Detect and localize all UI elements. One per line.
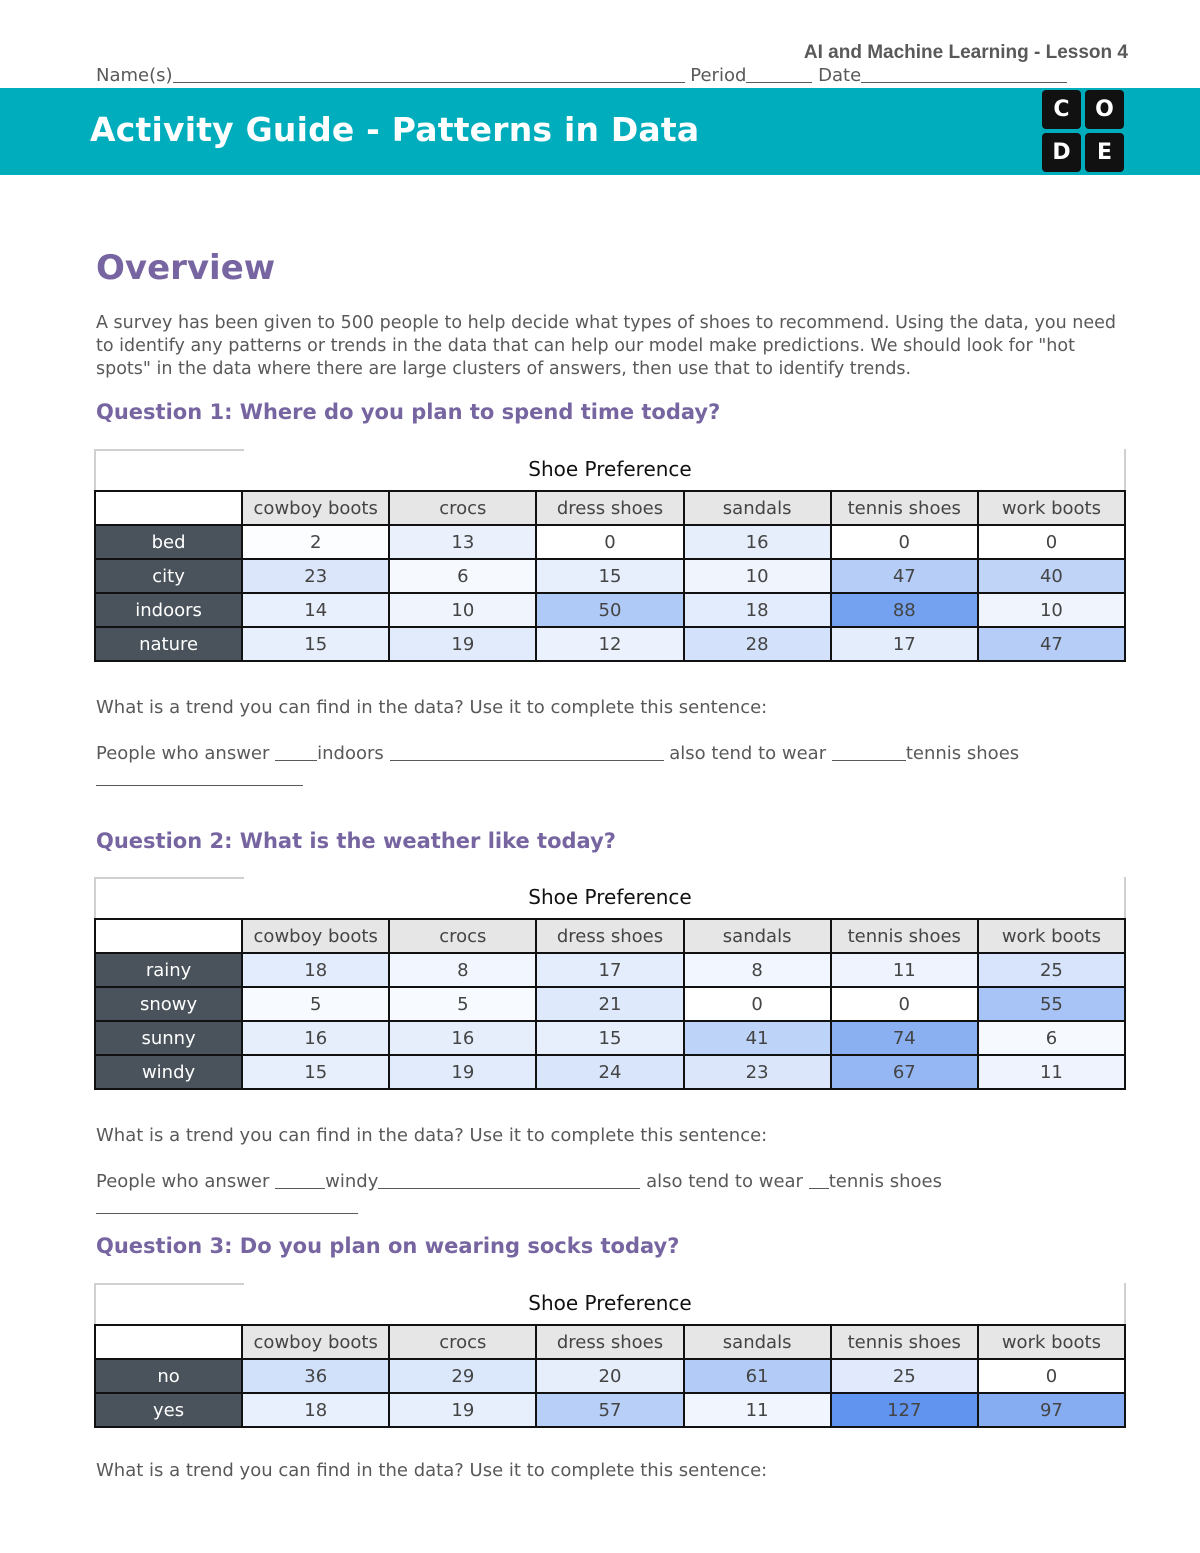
data-cell: 18 <box>242 953 389 987</box>
column-header: sandals <box>684 1325 831 1359</box>
data-cell: 5 <box>242 987 389 1021</box>
column-header: sandals <box>684 491 831 525</box>
data-cell: 57 <box>536 1393 683 1427</box>
shoe-preference-table <box>94 918 1126 1090</box>
period-label: Period <box>690 65 747 86</box>
data-cell: 24 <box>536 1055 683 1089</box>
column-header: cowboy boots <box>242 491 389 525</box>
page-title: Activity Guide - Patterns in Data <box>90 110 700 149</box>
data-cell: 20 <box>536 1359 683 1393</box>
data-cell: 0 <box>831 987 978 1021</box>
table-row <box>95 627 1125 661</box>
date-field[interactable] <box>861 64 1067 83</box>
blank-line <box>832 742 906 761</box>
data-cell: 28 <box>684 627 831 661</box>
data-cell: 21 <box>536 987 683 1021</box>
overview-text: A survey has been given to 500 people to help decide what types of shoes to recommend. Using the data, you need to identify any patterns or trends in the data that can help our model make predictions. We should look for "hot spots" in the data where there are large clusters of answers, then use that to identify trends. <box>96 313 1116 379</box>
question-2-prompt: What is a trend you can find in the data? Use it to complete this sentence: <box>96 1125 768 1146</box>
data-cell: 55 <box>978 987 1125 1021</box>
data-cell: 2 <box>242 525 389 559</box>
row-label: nature <box>95 627 242 661</box>
blank-line <box>275 1170 325 1189</box>
data-cell: 6 <box>978 1021 1125 1055</box>
name-period-date-row <box>96 64 1067 86</box>
question-1-prompt: What is a trend you can find in the data? Use it to complete this sentence: <box>96 697 768 718</box>
column-header: cowboy boots <box>242 919 389 953</box>
data-cell: 0 <box>684 987 831 1021</box>
data-cell: 18 <box>242 1393 389 1427</box>
data-cell: 8 <box>389 953 536 987</box>
table-header-row <box>95 1325 1125 1359</box>
column-header: tennis shoes <box>831 1325 978 1359</box>
overview-heading: Overview <box>96 248 276 288</box>
column-header: sandals <box>684 919 831 953</box>
table-row <box>95 559 1125 593</box>
data-cell: 15 <box>536 559 683 593</box>
data-cell: 13 <box>389 525 536 559</box>
data-cell: 15 <box>242 1055 389 1089</box>
table-header-row <box>95 491 1125 525</box>
row-label: bed <box>95 525 242 559</box>
table-row <box>95 1393 1125 1427</box>
data-cell: 50 <box>536 593 683 627</box>
blank-line <box>390 742 664 761</box>
data-cell: 25 <box>831 1359 978 1393</box>
data-cell: 0 <box>831 525 978 559</box>
column-header: dress shoes <box>536 491 683 525</box>
title-banner <box>0 88 1200 175</box>
column-header: dress shoes <box>536 1325 683 1359</box>
data-cell: 18 <box>684 593 831 627</box>
data-cell: 16 <box>242 1021 389 1055</box>
question-3-prompt: What is a trend you can find in the data? Use it to complete this sentence: <box>96 1460 768 1481</box>
corner-cell <box>95 919 242 953</box>
table-header-row <box>95 919 1125 953</box>
date-label: Date <box>818 65 862 86</box>
data-cell: 6 <box>389 559 536 593</box>
data-cell: 10 <box>978 593 1125 627</box>
data-cell: 10 <box>389 593 536 627</box>
question-1-title: Question 1: Where do you plan to spend time today? <box>96 400 721 424</box>
code-logo <box>1042 90 1124 172</box>
question-1-sentence <box>96 742 1019 764</box>
data-cell: 12 <box>536 627 683 661</box>
data-cell: 15 <box>242 627 389 661</box>
logo-letter-c: C <box>1042 90 1081 129</box>
data-cell: 61 <box>684 1359 831 1393</box>
blank-line <box>809 1170 829 1189</box>
answer-1-field[interactable]: indoors <box>317 743 384 764</box>
blank-line <box>378 1170 640 1189</box>
data-cell: 40 <box>978 559 1125 593</box>
data-cell: 67 <box>831 1055 978 1089</box>
data-cell: 11 <box>978 1055 1125 1089</box>
column-header: work boots <box>978 919 1125 953</box>
column-header: crocs <box>389 919 536 953</box>
data-cell: 29 <box>389 1359 536 1393</box>
blank-line <box>96 1213 358 1214</box>
data-cell: 47 <box>831 559 978 593</box>
data-cell: 11 <box>831 953 978 987</box>
row-label: indoors <box>95 593 242 627</box>
data-cell: 14 <box>242 593 389 627</box>
data-cell: 23 <box>684 1055 831 1089</box>
data-cell: 25 <box>978 953 1125 987</box>
name-field[interactable] <box>173 64 685 83</box>
sentence-start: People who answer <box>96 1171 270 1192</box>
name-label: Name(s) <box>96 65 173 86</box>
data-cell: 8 <box>684 953 831 987</box>
table-caption: Shoe Preference <box>528 457 692 481</box>
shoe-preference-table <box>94 490 1126 662</box>
table-row <box>95 1021 1125 1055</box>
table-row <box>95 593 1125 627</box>
table-caption: Shoe Preference <box>528 1291 692 1315</box>
row-label: rainy <box>95 953 242 987</box>
table-row <box>95 525 1125 559</box>
data-cell: 11 <box>684 1393 831 1427</box>
shoe-preference-table <box>94 1324 1126 1428</box>
sentence-start: People who answer <box>96 743 270 764</box>
logo-letter-d: D <box>1042 133 1081 172</box>
column-header: dress shoes <box>536 919 683 953</box>
data-cell: 88 <box>831 593 978 627</box>
data-cell: 19 <box>389 627 536 661</box>
table-caption: Shoe Preference <box>528 885 692 909</box>
column-header: tennis shoes <box>831 919 978 953</box>
data-cell: 127 <box>831 1393 978 1427</box>
period-field[interactable] <box>746 64 812 83</box>
data-cell: 16 <box>389 1021 536 1055</box>
row-label: windy <box>95 1055 242 1089</box>
answer-2-field[interactable]: tennis shoes <box>828 1171 942 1192</box>
data-cell: 74 <box>831 1021 978 1055</box>
column-header: crocs <box>389 491 536 525</box>
data-cell: 47 <box>978 627 1125 661</box>
column-header: crocs <box>389 1325 536 1359</box>
sentence-mid: also tend to wear <box>669 743 827 764</box>
data-cell: 5 <box>389 987 536 1021</box>
answer-1-field[interactable]: windy <box>325 1171 379 1192</box>
data-cell: 0 <box>536 525 683 559</box>
corner-cell <box>95 1325 242 1359</box>
question-2-title: Question 2: What is the weather like today? <box>96 829 616 853</box>
corner-cell <box>95 491 242 525</box>
row-label: no <box>95 1359 242 1393</box>
data-cell: 19 <box>389 1393 536 1427</box>
data-cell: 23 <box>242 559 389 593</box>
data-cell: 36 <box>242 1359 389 1393</box>
lesson-label: AI and Machine Learning - Lesson 4 <box>803 42 1128 63</box>
data-cell: 16 <box>684 525 831 559</box>
table-row <box>95 987 1125 1021</box>
row-label: sunny <box>95 1021 242 1055</box>
data-cell: 0 <box>978 1359 1125 1393</box>
table-row <box>95 1359 1125 1393</box>
data-cell: 41 <box>684 1021 831 1055</box>
row-label: city <box>95 559 242 593</box>
column-header: work boots <box>978 1325 1125 1359</box>
row-label: snowy <box>95 987 242 1021</box>
data-cell: 97 <box>978 1393 1125 1427</box>
column-header: cowboy boots <box>242 1325 389 1359</box>
question-3-title: Question 3: Do you plan on wearing socks today? <box>96 1234 680 1258</box>
row-label: yes <box>95 1393 242 1427</box>
data-cell: 17 <box>536 953 683 987</box>
column-header: tennis shoes <box>831 491 978 525</box>
data-cell: 0 <box>978 525 1125 559</box>
blank-line <box>275 742 317 761</box>
question-2-sentence <box>96 1170 942 1192</box>
data-cell: 17 <box>831 627 978 661</box>
answer-2-field[interactable]: tennis shoes <box>905 743 1020 764</box>
table-row <box>95 953 1125 987</box>
column-header: work boots <box>978 491 1125 525</box>
data-cell: 19 <box>389 1055 536 1089</box>
data-cell: 15 <box>536 1021 683 1055</box>
sentence-mid: also tend to wear <box>646 1171 803 1192</box>
table-row <box>95 1055 1125 1089</box>
logo-letter-o: O <box>1085 90 1124 129</box>
blank-line <box>96 785 303 786</box>
logo-letter-e: E <box>1085 133 1124 172</box>
data-cell: 10 <box>684 559 831 593</box>
